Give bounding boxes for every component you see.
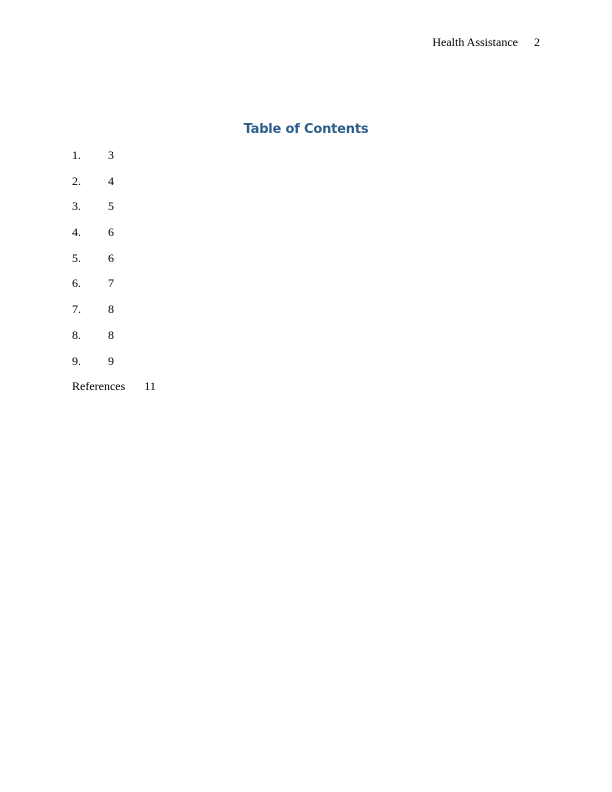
toc-title: Table of Contents <box>243 122 369 137</box>
toc-list <box>72 148 540 405</box>
toc-entry[interactable] <box>72 328 540 354</box>
toc-entry-page: 5 <box>108 199 114 214</box>
toc-entry[interactable] <box>72 225 540 251</box>
toc-entry-page: 4 <box>108 173 114 188</box>
page-header <box>432 35 540 49</box>
toc-entry-label: 2. <box>72 173 81 188</box>
toc-entry-label: 4. <box>72 225 81 240</box>
toc-entry[interactable] <box>72 276 540 302</box>
toc-entry[interactable] <box>72 148 540 174</box>
toc-entry-label: 1. <box>72 148 81 162</box>
toc-entry-page: 8 <box>108 302 114 317</box>
toc-entry-page: 3 <box>108 148 114 162</box>
toc-entry-page: 7 <box>108 276 114 291</box>
toc-entry-page: 8 <box>108 327 114 342</box>
toc-entry-page: 6 <box>108 250 114 265</box>
toc-entry-label: References <box>72 379 126 394</box>
toc-entry-page: 6 <box>108 225 114 240</box>
toc-entry-page: 9 <box>108 353 114 368</box>
toc-entry-label: 5. <box>72 250 81 265</box>
toc-entry-label: 9. <box>72 353 81 368</box>
toc-entry[interactable] <box>72 251 540 277</box>
toc-entry[interactable] <box>72 199 540 225</box>
toc-entry-label: 7. <box>72 302 81 317</box>
toc-entry[interactable] <box>72 302 540 328</box>
toc-entry-label: 3. <box>72 199 81 214</box>
toc-entry-label: 8. <box>72 327 81 342</box>
toc-entry-label: 6. <box>72 276 81 291</box>
toc-entry-references[interactable] <box>72 379 540 405</box>
running-head: Health Assistance <box>432 35 518 49</box>
toc-entry[interactable] <box>72 354 540 380</box>
toc-entry[interactable] <box>72 174 540 200</box>
page-number: 2 <box>534 35 540 49</box>
toc-entry-page: 11 <box>144 379 156 394</box>
